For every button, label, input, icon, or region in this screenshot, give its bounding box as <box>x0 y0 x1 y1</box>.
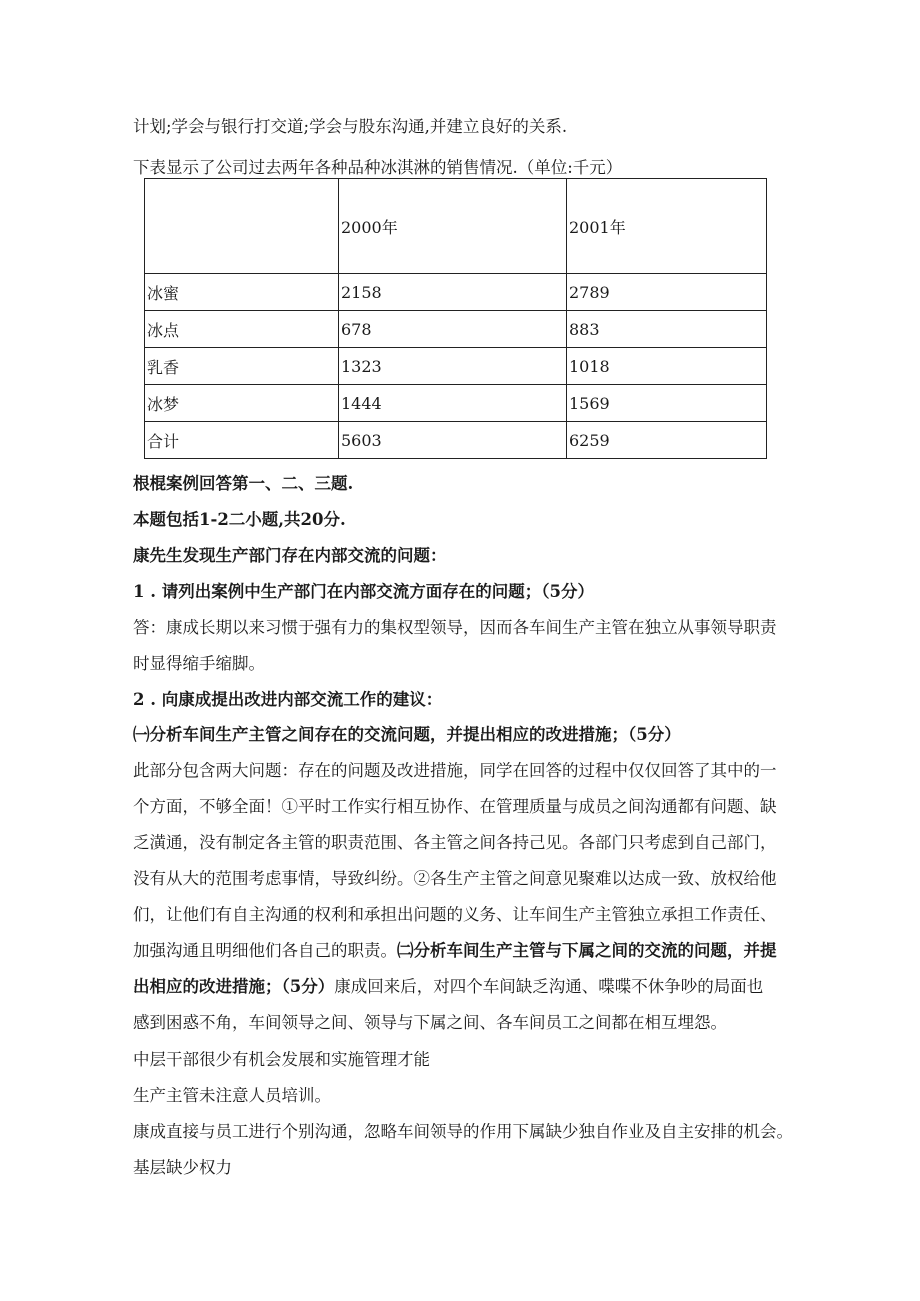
table-cell: 1018 <box>567 348 767 385</box>
paragraph-line: 基层缺少权力 <box>133 1158 232 1177</box>
table-caption: 下表显示了公司过去两年各种品种冰淇淋的销售情况.（单位:千元） <box>133 158 623 177</box>
table-cell: 冰蜜 <box>145 274 339 311</box>
paragraph-line: 乏潢通，没有制定各主管的职责范围、各主管之间各持己见。各部门只考虑到自己部门， <box>133 833 777 852</box>
table-header-cell: 2000年 <box>339 179 567 274</box>
sales-table <box>144 178 767 459</box>
table-cell: 5603 <box>339 422 567 459</box>
table-cell: 678 <box>339 311 567 348</box>
paragraph-line: 时显得缩手缩脚。 <box>133 654 265 673</box>
paragraph-line: 康成直接与员工进行个别沟通，忽略车间领导的作用下属缺少独自作业及自主安排的机会。 <box>133 1122 793 1141</box>
paragraph-line: 生产主管未注意人员培训。 <box>133 1086 331 1105</box>
mixed-line-normal: 加强沟通且明细他们各自己的职责。 <box>133 941 397 960</box>
paragraph-line: 答：康成长期以来习惯于强有力的集权型领导，因而各车间生产主管在独立从事领导职责 <box>133 618 777 637</box>
table-header-cell <box>145 179 339 274</box>
table-cell: 2158 <box>339 274 567 311</box>
intro-line: 计划;学会与银行打交道;学会与股东沟通,并建立良好的关系. <box>133 117 568 136</box>
question-heading: 1 . 请列出案例中生产部门在内部交流方面存在的问题；（5分） <box>133 582 594 601</box>
paragraph-line: 个方面，不够全面！①平时工作实行相互协作、在管理质量与成员之间沟通都有问题、缺 <box>133 797 777 816</box>
question-heading: 2 . 向康成提出改进内部交流工作的建议： <box>133 690 443 709</box>
paragraph-line: 中层干部很少有机会发展和实施管理才能 <box>133 1050 430 1069</box>
table-cell: 1444 <box>339 385 567 422</box>
table-cell: 合计 <box>145 422 339 459</box>
table-cell: 1323 <box>339 348 567 385</box>
paragraph-line: 们，让他们有自主沟通的权利和承担出问题的义务、让车间生产主管独立承担工作责任、 <box>133 905 777 924</box>
table-cell: 2789 <box>567 274 767 311</box>
table-row <box>145 422 767 459</box>
mixed-line-bold: 出相应的改进措施；（5分） <box>133 977 335 996</box>
table-row <box>145 348 767 385</box>
table-row <box>145 311 767 348</box>
paragraph-line: 本题包括1-2二小题,共20分. <box>133 510 346 529</box>
paragraph-line: 康先生发现生产部门存在内部交流的问题： <box>133 546 447 565</box>
paragraph-line: 没有从大的范围考虑事情，导致纠纷。②各生产主管之间意见聚难以达成一致、放权给他 <box>133 869 777 888</box>
mixed-line-normal: 康成回来后，对四个车间缺乏沟通、喋喋不休争吵的局面也 <box>334 977 764 996</box>
mixed-line <box>133 941 777 961</box>
mixed-line-bold: ㈡分析车间生产主管与下属之间的交流的问题，并提 <box>397 941 777 960</box>
table-row <box>145 385 767 422</box>
table-row <box>145 274 767 311</box>
sub-question-heading: ㈠分析车间生产主管之间存在的交流问题，并提出相应的改进措施；（5分） <box>133 725 681 744</box>
table-cell: 乳香 <box>145 348 339 385</box>
table-cell: 883 <box>567 311 767 348</box>
table-header-cell: 2001年 <box>567 179 767 274</box>
mixed-line <box>133 977 763 997</box>
paragraph-line: 根棍案例回答第一、二、三题. <box>133 474 354 493</box>
table-cell: 冰梦 <box>145 385 339 422</box>
paragraph-line: 感到困惑不角，车间领导之间、领导与下属之间、各车间员工之间都在相互埋怨。 <box>133 1013 727 1032</box>
table-header-row <box>145 179 767 274</box>
table-cell: 1569 <box>567 385 767 422</box>
paragraph-line: 此部分包含两大问题：存在的问题及改进措施，同学在回答的过程中仅仅回答了其中的一 <box>133 761 777 780</box>
table-cell: 冰点 <box>145 311 339 348</box>
table-cell: 6259 <box>567 422 767 459</box>
